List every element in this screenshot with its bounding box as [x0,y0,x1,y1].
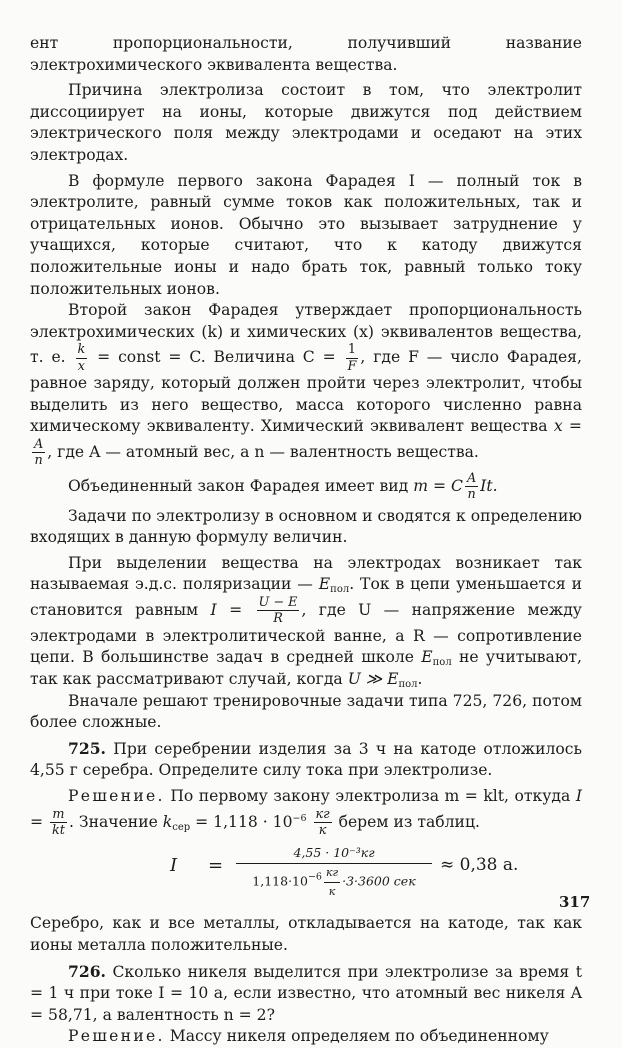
equation-lhs: I [170,855,178,877]
task-726: 726. Сколько никеля выделится при электролизе за время t = 1 ч при токе I = 10 а, если известно, что атомный вес никеля A = 58,71, а валентность n = 2? [30,961,582,1024]
equation-result: ≈ 0,38 а. [440,855,519,876]
paragraph-6: Задачи по электролизу в основном и сводятся к определению входящих в данную формулу величин. [30,506,583,547]
page-number: 317 [559,893,591,911]
fraction-A-over-n: $\frac{A}{n}$ [34,436,44,469]
equation-fraction [236,845,432,897]
solution-725: Решение. По первому закону электролиза m = klt, откуда I = $\frac{m}{kt}$ . Значение $k_{сер} = 1,118 \cdot 10^{-6}$ $\frac{кг}{к}$ берем из таблиц. [30,787,582,839]
equation-denominator: $1,118\cdot 10^{-6}$ $\frac{кг}{к}$ ·3·3600 сек [252,866,416,898]
paragraph-5: Объединенный закон Фарадея имеет вид m = C $\frac{A}{n}$ It. [68,470,498,503]
fraction-U-minus-E-over-R: $\frac{U - E}{R}$ [258,595,298,627]
fraction-1-over-F: $\frac{1}{F}$ [347,342,357,374]
task-725: 725. При серебрении изделия за 3 ч на катоде отложилось 4,55 г серебра. Определите силу тока при электролизе. [30,738,582,780]
paragraph-7: При выделении вещества на электродах возникает так называемая э.д.с. поляризации — $E_{пол}$. Ток в цепи уменьшается и становится равным I = $\frac{U - E}{R}$ , где U — напряжение между электродами в электролитической ванне, а R — сопротивление цепи. В большинстве задач в средней школе $E_{пол}$ не учитывают, так как рассматривают случай, когда U ≫ $E_{пол}$. [30,553,582,691]
paragraph-8: Вначале решают тренировочные задачи типа 725, 726, потом более сложные. [30,691,582,732]
equation-equals: = [208,855,224,877]
paragraph-3: В формуле первого закона Фарадея I — полный ток в электролите, равный сумме токов как положительных, так и отрицательных ионов. Обычно это вызывает затруднение у учащихся, которые считают, что к катоду движутся положительные ионы и надо брать ток, равный только току положительных ионов. [30,171,582,298]
fraction-kg-over-k: $\frac{кг}{к}$ [315,806,330,839]
fraction-A-over-n-2: $\frac{A}{n}$ [466,470,477,503]
display-equation [30,845,582,903]
paragraph-2: Причина электролиза состоит в том, что электролит диссоциирует на ионы, которые движутся под действием электрического поля между электродами и оседают на этих электродах. [30,81,582,164]
page-text [30,33,582,1048]
fraction-m-over-kt: $\frac{m}{kt}$ [52,806,65,839]
equation-numerator: 4,55 · 10⁻³кг [236,845,432,864]
paragraph-4: Второй закон Фарадея утверждает пропорциональность электрохимических (k) и химических (x) эквивалентов вещества, т. е. $\frac{k}{x}$ = const = C. Величина C = $\frac{1}{F}$ , где F — число Фарадея, равное заряду, который должен пройти через электролит, чтобы выделить из него вещество, масса которого численно равна химическому эквиваленту. Химический эквивалент вещества x = $\frac{A}{n}$ , где A — атомный вес, а n — валентность вещества. [30,301,582,469]
solution-726: Решение. Массу никеля определяем по объединенному [68,1027,549,1046]
paragraph-9: Серебро, как и все металлы, откладывается на катоде, так как ионы металла положительные. [30,914,582,955]
fraction-k-over-x: $\frac{k}{x}$ [77,342,86,374]
paragraph-1: ент пропорциональности, получивший название электрохимического эквивалента вещества. [30,34,582,74]
